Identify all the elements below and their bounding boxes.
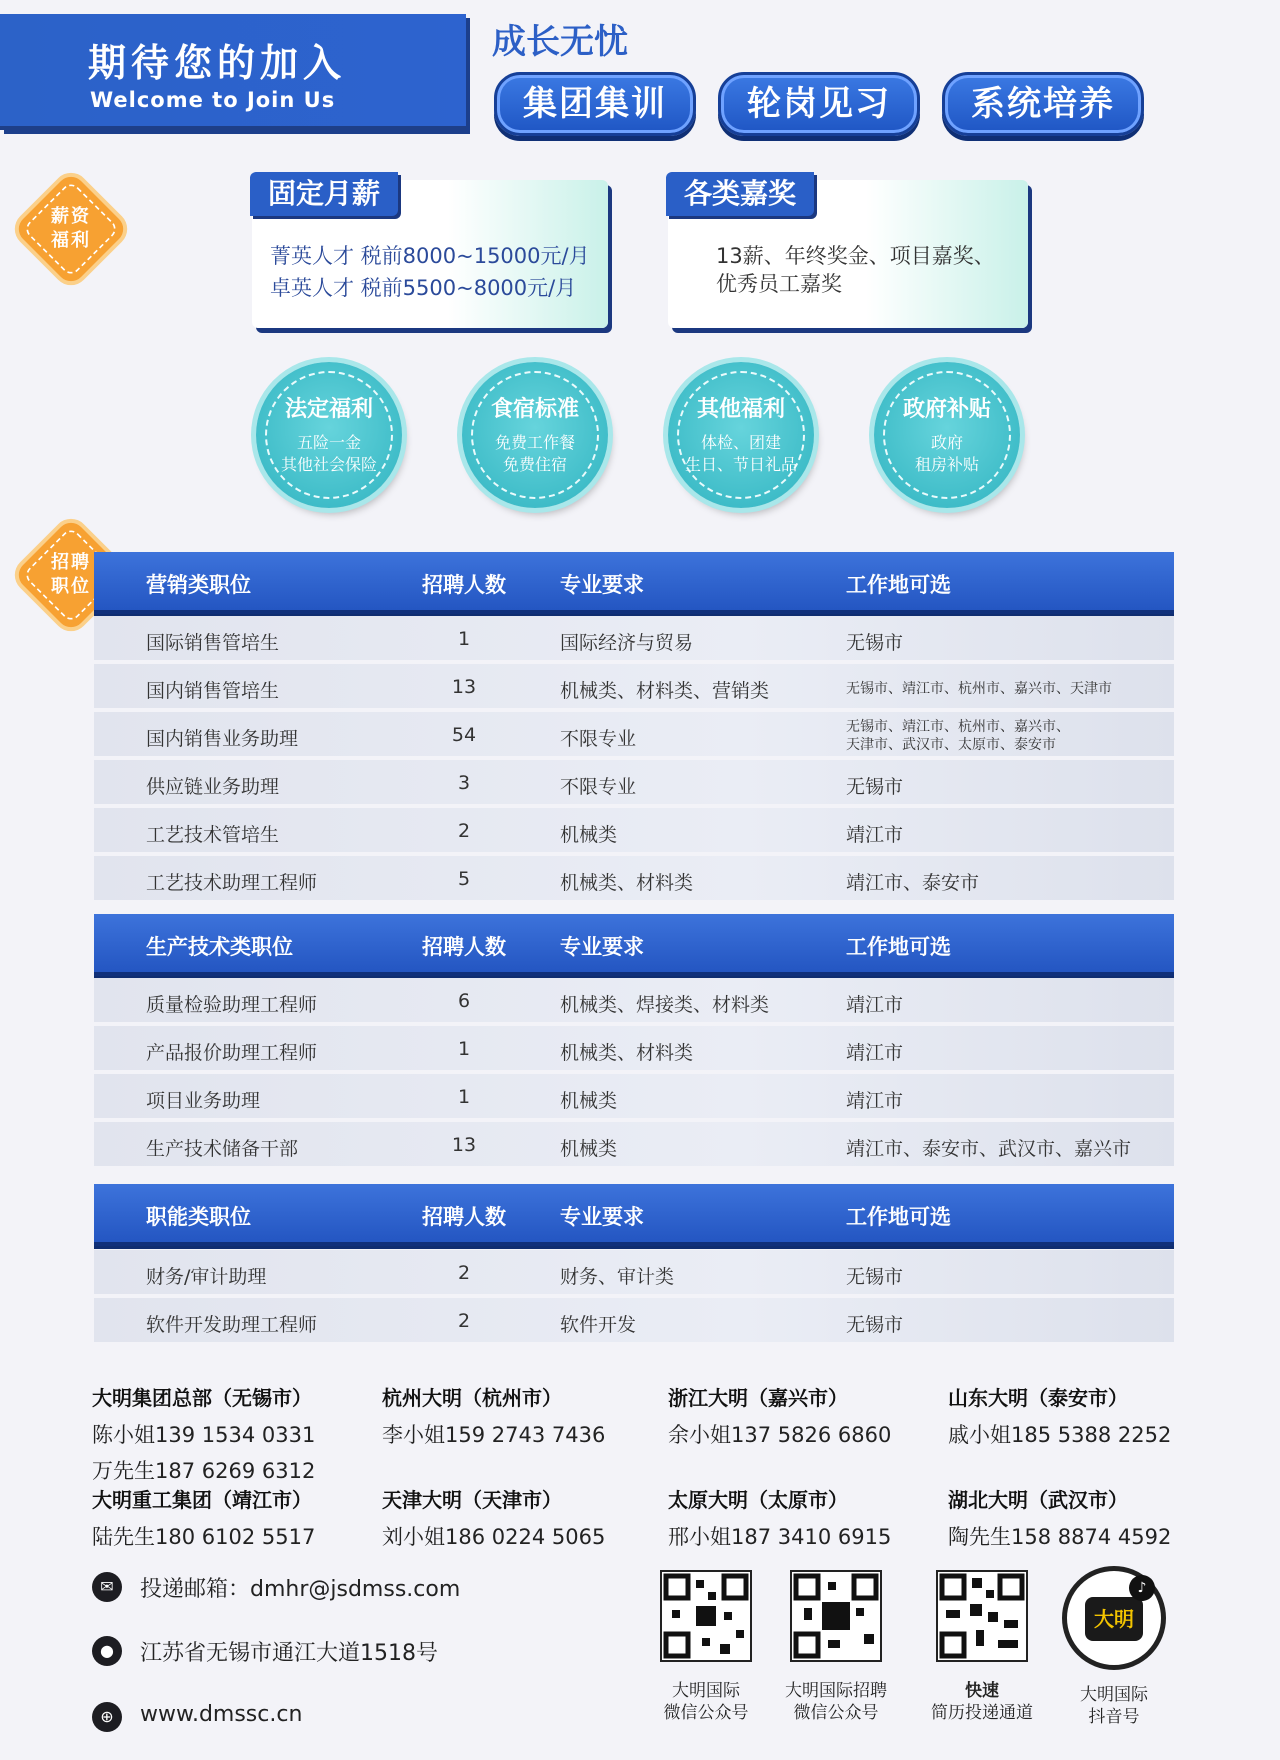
qr-code-wechat-official[interactable]: [660, 1570, 752, 1662]
table-row: [94, 1298, 1174, 1342]
qr-caption-line1: 大明国际招聘: [785, 1681, 887, 1701]
awards-title: 各类嘉奖: [666, 172, 814, 216]
benefit-statutory-line2: 其他社会保险: [280, 455, 377, 474]
email-text[interactable]: 投递邮箱：dmhr@jsdmss.com: [140, 1577, 461, 1602]
awards-box: [668, 177, 1028, 328]
cell-location-line2: 天津市、武汉市、太原市、泰安市: [846, 737, 1056, 753]
cell-count: 2: [457, 1262, 471, 1284]
pill-group-training: 集团集训: [494, 72, 696, 136]
table-marketing-header: [94, 552, 1174, 614]
benefit-board-line1: 免费工作餐: [494, 433, 575, 452]
contact-phone: 陶先生158 8874 4592: [948, 1525, 1172, 1549]
pill-system-training: 系统培养: [942, 72, 1144, 136]
welcome-banner: [0, 14, 466, 130]
email-icon: ✉: [92, 1572, 122, 1602]
pill-rotation: 轮岗见习: [718, 72, 920, 136]
table-row: [94, 856, 1174, 900]
cell-major: 机械类、材料类、营销类: [560, 680, 770, 702]
qr-caption-line1: 快速: [965, 1681, 999, 1701]
table-row: [94, 712, 1174, 756]
contact-name: 大明集团总部（无锡市）: [92, 1386, 312, 1410]
table-row: [94, 808, 1174, 852]
header-position: 生产技术类职位: [146, 935, 293, 959]
salary-badge: [30, 188, 112, 270]
benefit-statutory-title: 法定福利: [284, 397, 373, 422]
qr-caption-line1: 大明国际: [672, 1681, 740, 1701]
header-major: 专业要求: [560, 935, 644, 959]
contact-jingjiang: [92, 1484, 315, 1551]
table-row: [94, 1026, 1174, 1070]
benefit-board-line2: 免费住宿: [502, 455, 567, 474]
cell-count: 1: [457, 628, 471, 650]
cell-position: 国际销售管培生: [146, 632, 280, 654]
benefit-board-title: 食宿标准: [490, 397, 579, 422]
qr-caption-line1: 大明国际: [1080, 1685, 1148, 1705]
cell-major: 不限专业: [560, 776, 637, 798]
table-row: [94, 760, 1174, 804]
qr-caption-line2: 简历投递通道: [931, 1703, 1033, 1723]
table-function-header: [94, 1184, 1174, 1246]
header-count: 招聘人数: [422, 935, 506, 959]
benefit-other-title: 其他福利: [696, 397, 785, 422]
awards-line2: 优秀员工嘉奖: [716, 272, 842, 296]
contact-name: 山东大明（泰安市）: [948, 1386, 1128, 1410]
cell-position: 工艺技术助理工程师: [146, 872, 318, 894]
cell-location: 无锡市、靖江市、杭州市、嘉兴市、: [846, 719, 1070, 735]
benefit-subsidy: [874, 362, 1020, 508]
cell-major: 软件开发: [560, 1314, 637, 1336]
benefit-board: [462, 362, 608, 508]
cell-position: 国内销售业务助理: [146, 728, 299, 750]
cell-major: 机械类、焊接类、材料类: [560, 994, 770, 1016]
tiktok-icon: ♪: [1129, 1575, 1155, 1601]
cell-count: 13: [451, 1134, 477, 1156]
contact-wuhan: [948, 1484, 1171, 1551]
header-count: 招聘人数: [422, 573, 506, 597]
douyin-logo-icon[interactable]: [1062, 1566, 1166, 1670]
qr-caption-line2: 抖音号: [1088, 1707, 1140, 1727]
cell-position: 生产技术储备干部: [146, 1138, 299, 1160]
contact-jiaxing: [668, 1382, 891, 1449]
cell-major: 机械类、材料类: [560, 1042, 694, 1064]
salary-badge-line2: 福利: [51, 230, 91, 251]
cell-location: 靖江市: [846, 1090, 904, 1112]
cell-position: 国内销售管培生: [146, 680, 280, 702]
cell-position: 供应链业务助理: [146, 776, 280, 798]
header-location: 工作地可选: [846, 935, 951, 959]
contact-phone: 陆先生180 6102 5517: [92, 1525, 316, 1549]
fixed-salary-line1: 菁英人才 税前8000~15000元/月: [270, 244, 590, 268]
benefit-subsidy-line2: 租房补贴: [914, 455, 979, 474]
cell-location: 靖江市、泰安市: [846, 872, 980, 894]
header-position: 职能类职位: [146, 1205, 251, 1229]
benefit-subsidy-title: 政府补贴: [902, 397, 991, 422]
table-row: [94, 1122, 1174, 1166]
cell-major: 机械类、材料类: [560, 872, 694, 894]
cell-count: 13: [451, 676, 477, 698]
fixed-salary-line2: 卓英人才 税前5500~8000元/月: [270, 276, 577, 300]
globe-icon: ⊕: [92, 1702, 122, 1732]
recruit-badge-line1: 招聘: [51, 552, 91, 573]
contact-phone: 陈小姐139 1534 0331: [92, 1423, 316, 1447]
cell-count: 3: [457, 772, 471, 794]
cell-count: 6: [457, 990, 471, 1012]
cell-count: 1: [457, 1086, 471, 1108]
cell-major: 财务、审计类: [560, 1266, 675, 1288]
cell-count: 5: [457, 868, 471, 890]
contact-phone: 刘小姐186 0224 5065: [382, 1525, 606, 1549]
qr-code-wechat-recruit[interactable]: [790, 1570, 882, 1662]
qr-caption: [636, 1680, 776, 1724]
cell-count: 54: [451, 724, 477, 746]
contact-taiyuan: [668, 1484, 891, 1551]
cell-position: 质量检验助理工程师: [146, 994, 318, 1016]
header-major: 专业要求: [560, 573, 644, 597]
fixed-salary-box: [252, 177, 608, 328]
benefit-statutory: [256, 362, 402, 508]
cell-major: 机械类: [560, 1138, 618, 1160]
cell-position: 项目业务助理: [146, 1090, 261, 1112]
table-row: [94, 1250, 1174, 1294]
contact-phone: 余小姐137 5826 6860: [668, 1423, 892, 1447]
header-major: 专业要求: [560, 1205, 644, 1229]
cell-location: 靖江市: [846, 1042, 904, 1064]
header-location: 工作地可选: [846, 573, 951, 597]
fixed-salary-title: 固定月薪: [250, 172, 398, 216]
qr-caption: [1044, 1684, 1184, 1728]
contact-taian: [948, 1382, 1171, 1449]
contact-hangzhou: [382, 1382, 605, 1449]
cell-location: 无锡市、靖江市、杭州市、嘉兴市、天津市: [846, 681, 1112, 697]
contact-tianjin: [382, 1484, 605, 1551]
cell-location: 靖江市: [846, 994, 904, 1016]
cell-location: 无锡市: [846, 1314, 904, 1336]
benefit-other: [668, 362, 814, 508]
qr-caption: [912, 1680, 1052, 1724]
table-production-header: [94, 914, 1174, 976]
qr-caption-line2: 微信公众号: [663, 1703, 749, 1723]
contact-phone: 李小姐159 2743 7436: [382, 1423, 606, 1447]
cell-major: 不限专业: [560, 728, 637, 750]
table-row: [94, 664, 1174, 708]
contact-name: 湖北大明（武汉市）: [948, 1488, 1128, 1512]
table-row: [94, 978, 1174, 1022]
contact-hq: [92, 1382, 315, 1485]
benefit-statutory-line1: 五险一金: [296, 433, 361, 452]
cell-location: 无锡市: [846, 632, 904, 654]
welcome-subtitle: Welcome to Join Us: [90, 88, 336, 112]
cell-location: 靖江市: [846, 824, 904, 846]
contact-name: 浙江大明（嘉兴市）: [668, 1386, 848, 1410]
table-row: [94, 1074, 1174, 1118]
cell-position: 财务/审计助理: [146, 1266, 267, 1288]
website-link[interactable]: www.dmssc.cn: [140, 1702, 303, 1727]
cell-count: 1: [457, 1038, 471, 1060]
growth-title: 成长无忧: [492, 22, 628, 62]
cell-position: 软件开发助理工程师: [146, 1314, 318, 1336]
contact-name: 天津大明（天津市）: [382, 1488, 562, 1512]
header-position: 营销类职位: [146, 573, 251, 597]
contact-name: 杭州大明（杭州市）: [382, 1386, 562, 1410]
location-icon: ●: [92, 1636, 122, 1666]
cell-count: 2: [457, 1310, 471, 1332]
benefit-other-line2: 生日、节日礼品: [684, 455, 797, 474]
header-count: 招聘人数: [422, 1205, 506, 1229]
welcome-title: 期待您的加入: [88, 41, 347, 85]
qr-caption-line2: 微信公众号: [793, 1703, 879, 1723]
contact-phone: 戚小姐185 5388 2252: [948, 1423, 1172, 1447]
benefit-other-line1: 体检、团建: [700, 433, 781, 452]
salary-badge-line1: 薪资: [51, 206, 91, 227]
cell-position: 工艺技术管培生: [146, 824, 280, 846]
qr-caption: [766, 1680, 906, 1724]
contact-name: 大明重工集团（靖江市）: [92, 1488, 312, 1512]
cell-major: 机械类: [560, 1090, 618, 1112]
cell-major: 国际经济与贸易: [560, 632, 694, 654]
qr-code-resume[interactable]: [936, 1570, 1028, 1662]
cell-position: 产品报价助理工程师: [146, 1042, 318, 1064]
benefit-subsidy-line1: 政府: [930, 433, 963, 452]
logo-text: 大明: [1085, 1597, 1143, 1641]
table-row: [94, 616, 1174, 660]
cell-location: 无锡市: [846, 776, 904, 798]
cell-count: 2: [457, 820, 471, 842]
cell-location: 无锡市: [846, 1266, 904, 1288]
header-location: 工作地可选: [846, 1205, 951, 1229]
cell-major: 机械类: [560, 824, 618, 846]
cell-location: 靖江市、泰安市、武汉市、嘉兴市: [846, 1138, 1132, 1160]
awards-line1: 13薪、年终奖金、项目嘉奖、: [716, 244, 995, 268]
contact-name: 太原大明（太原市）: [668, 1488, 848, 1512]
contact-phone: 邢小姐187 3410 6915: [668, 1525, 892, 1549]
address-text: 江苏省无锡市通江大道1518号: [140, 1641, 438, 1666]
contact-phone: 万先生187 6269 6312: [92, 1459, 316, 1483]
recruit-badge-line2: 职位: [51, 576, 91, 597]
